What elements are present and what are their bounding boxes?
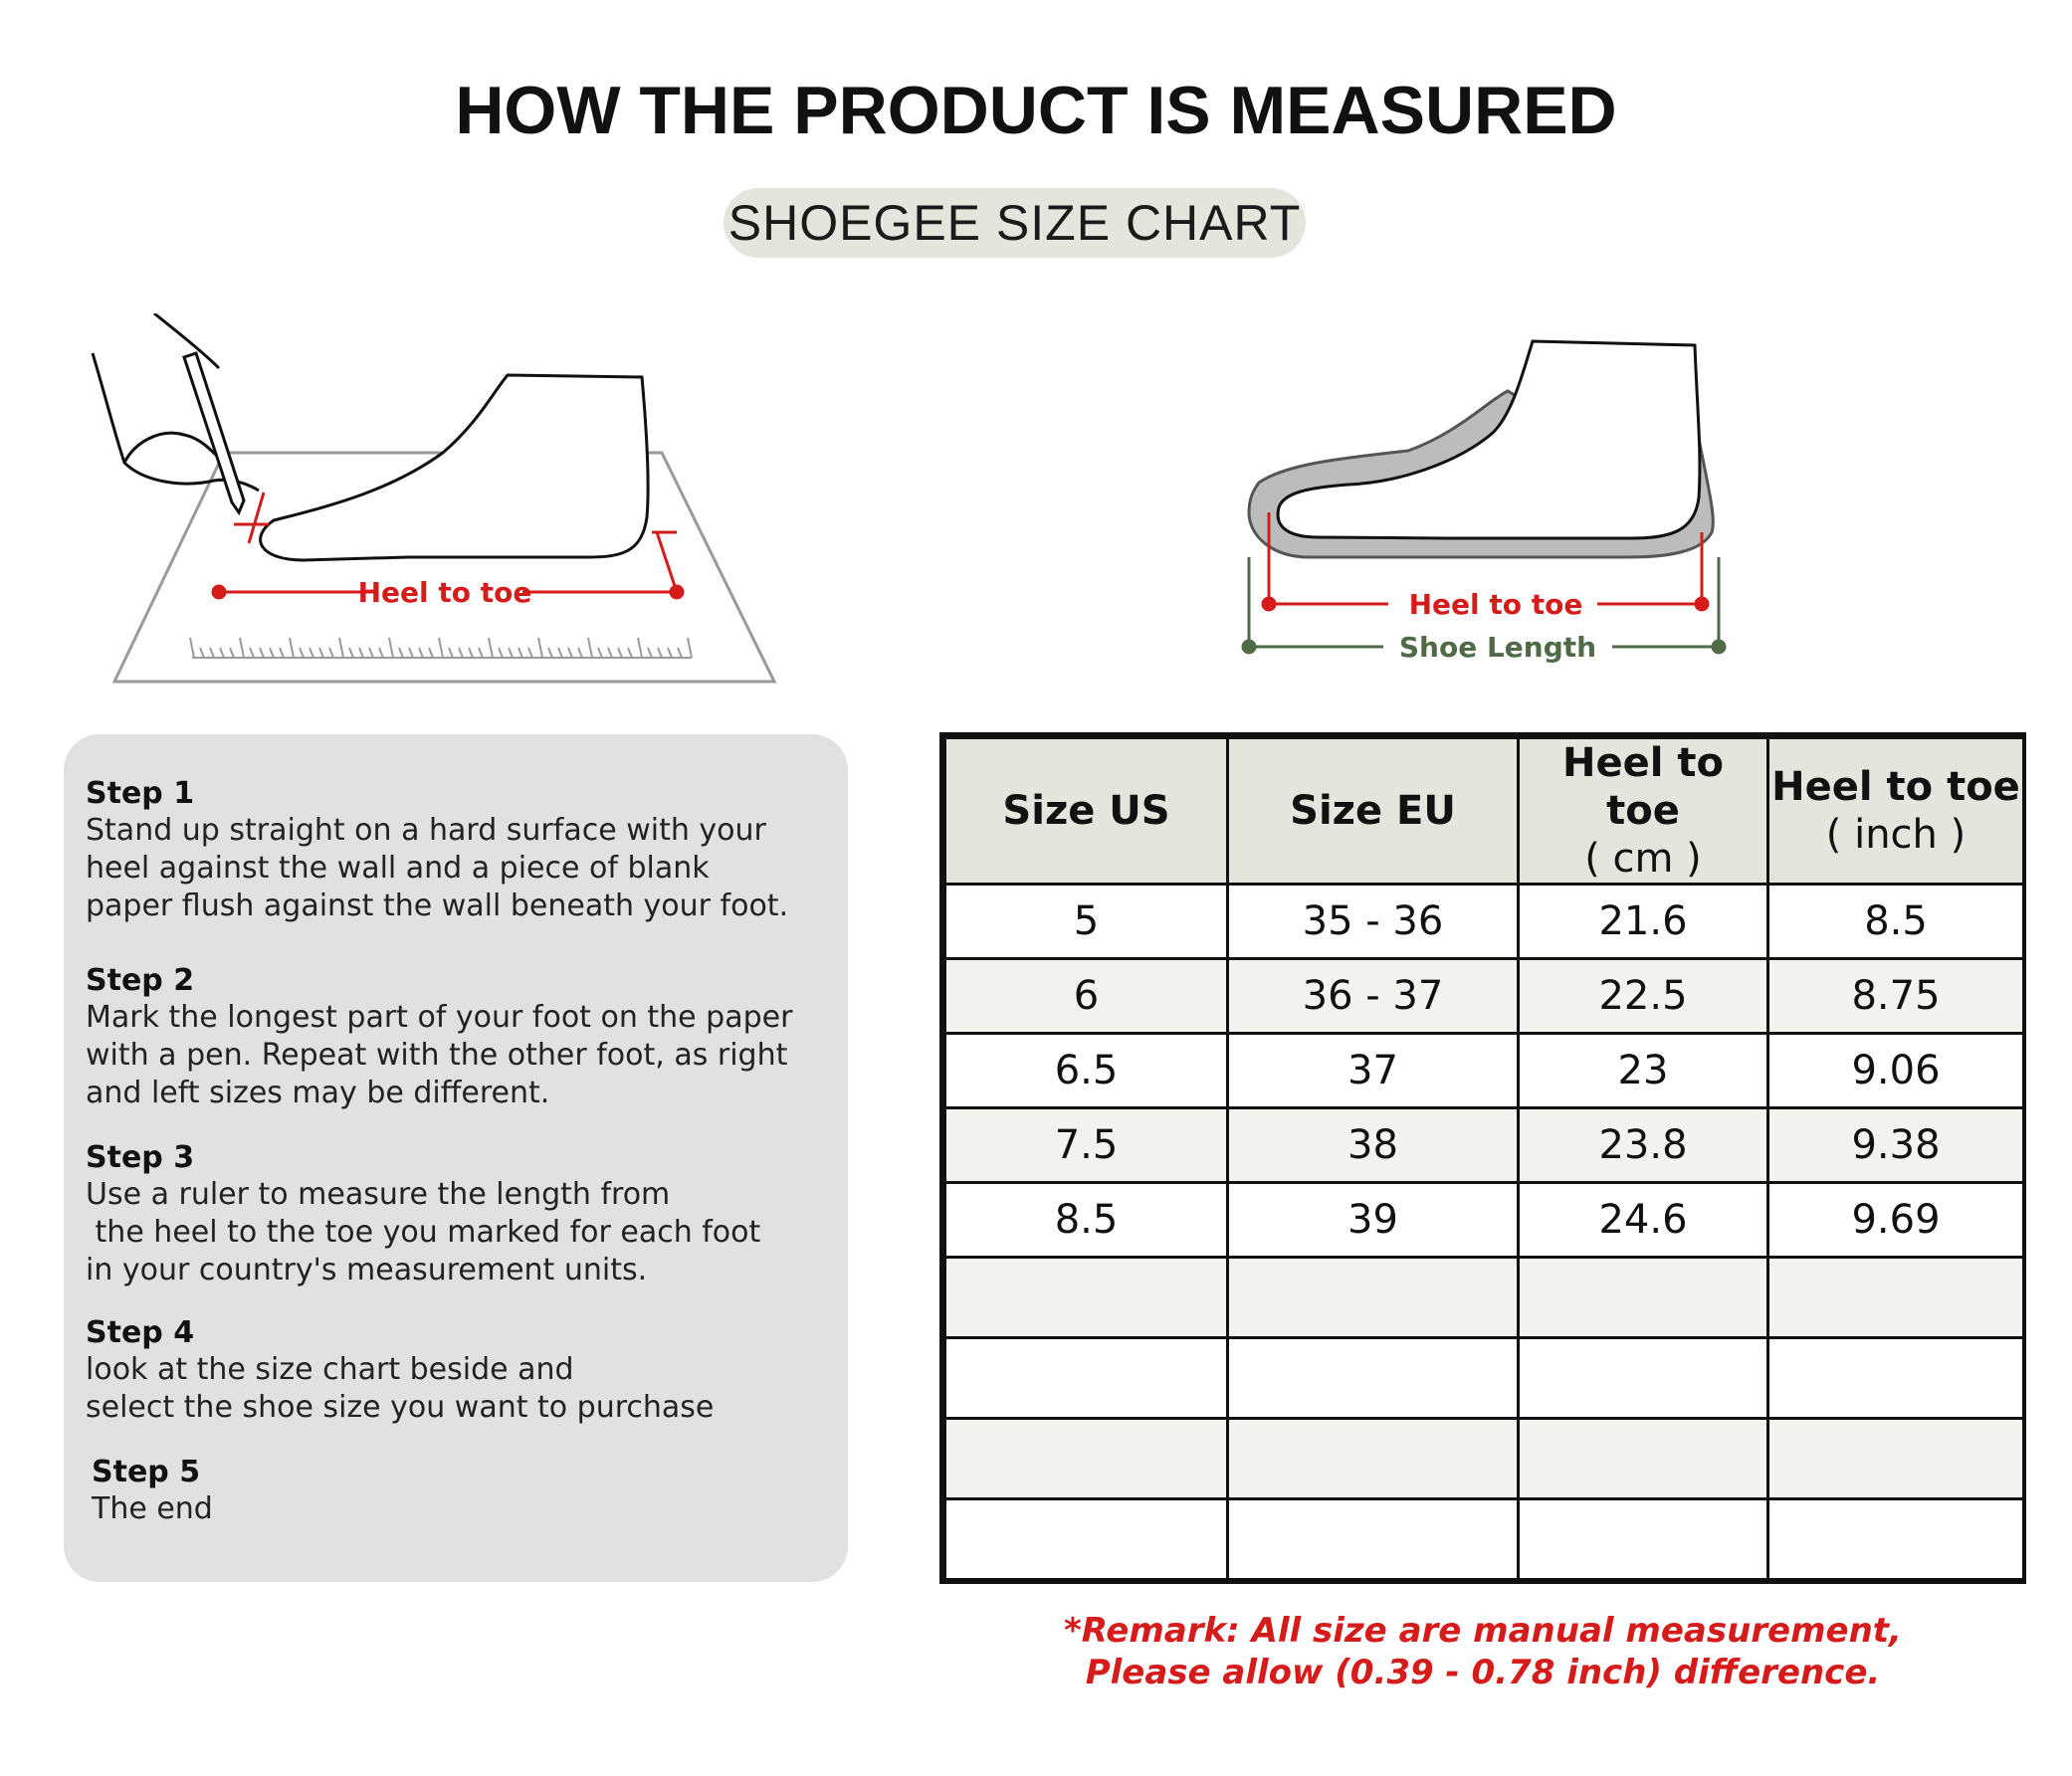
table-row-empty <box>945 1258 2024 1338</box>
cell-size-eu: 38 <box>1228 1108 1519 1183</box>
step-4 <box>86 1315 714 1427</box>
table-row <box>945 1034 2024 1108</box>
cell-size-eu: 39 <box>1228 1183 1519 1258</box>
table-row <box>945 885 2024 959</box>
step-text-line: heel against the wall and a piece of blank <box>86 851 710 886</box>
step-title: Step 4 <box>86 1315 195 1350</box>
step-text-line: with a pen. Repeat with the other foot, as right <box>86 1038 788 1073</box>
cell-inch: 9.38 <box>1768 1108 2024 1183</box>
cell-cm: 22.5 <box>1519 959 1768 1034</box>
cell-inch: 9.06 <box>1768 1034 2024 1108</box>
table-row <box>945 959 2024 1034</box>
table-row-empty <box>945 1419 2024 1499</box>
step-text-line: paper flush against the wall beneath your foot. <box>86 888 789 923</box>
step-text-line: Mark the longest part of your foot on the paper <box>86 1000 793 1035</box>
shoe-length-label: Shoe Length <box>1398 631 1597 664</box>
step-text-line: look at the size chart beside and <box>86 1352 574 1387</box>
step-2 <box>86 963 792 1112</box>
step-text-line: in your country's measurement units. <box>86 1253 648 1287</box>
step-1 <box>86 776 788 925</box>
cell-cm: 21.6 <box>1519 885 1768 959</box>
step-text-line: select the shoe size you want to purchase <box>86 1390 715 1425</box>
heel-to-toe-label-left: Heel to toe <box>357 576 532 609</box>
cell-size-us: 5 <box>945 885 1228 959</box>
foot-in-shoe-illustration <box>1229 333 1786 672</box>
page-title: HOW THE PRODUCT IS MEASURED <box>455 73 1617 148</box>
cell-cm: 23 <box>1519 1034 1768 1108</box>
step-title: Step 5 <box>92 1455 201 1489</box>
table-row-empty <box>945 1338 2024 1419</box>
header-heel-to-toe-inch: Heel to toe ( inch ) <box>1768 738 2024 885</box>
size-chart-subtitle: SHOEGEE SIZE CHART <box>727 195 1302 251</box>
cell-inch: 8.5 <box>1768 885 2024 959</box>
table-row-empty <box>945 1499 2024 1580</box>
cell-size-us: 8.5 <box>945 1183 1228 1258</box>
remark-line: Please allow (0.39 - 0.78 inch) difference. <box>1085 1653 1881 1692</box>
cell-inch: 8.75 <box>1768 959 2024 1034</box>
cell-inch: 9.69 <box>1768 1183 2024 1258</box>
cell-size-eu: 37 <box>1228 1034 1519 1108</box>
table-header-row <box>945 738 2024 885</box>
measurement-remark <box>939 1610 2026 1693</box>
step-text-line: and left sizes may be different. <box>86 1076 550 1110</box>
header-heel-to-toe-cm: Heel to toe ( cm ) <box>1519 738 1768 885</box>
measurement-steps-panel <box>64 734 848 1582</box>
heel-to-toe-label-right: Heel to toe <box>1408 588 1583 621</box>
step-text-line: Stand up straight on a hard surface with your <box>86 813 766 848</box>
foot-measuring-illustration <box>85 313 801 691</box>
step-title: Step 1 <box>86 776 195 811</box>
step-3 <box>86 1140 760 1289</box>
step-text-line: Use a ruler to measure the length from <box>86 1177 671 1212</box>
cell-size-us: 6.5 <box>945 1034 1228 1108</box>
table-row <box>945 1108 2024 1183</box>
header-size-eu: Size EU <box>1228 738 1519 885</box>
step-text-line: The end <box>92 1491 213 1526</box>
step-title: Step 2 <box>86 963 195 998</box>
cell-size-eu: 36 - 37 <box>1228 959 1519 1034</box>
step-title: Step 3 <box>86 1140 195 1175</box>
cell-size-us: 7.5 <box>945 1108 1228 1183</box>
header-size-us: Size US <box>945 738 1228 885</box>
size-chart-badge <box>724 188 1306 258</box>
cell-cm: 23.8 <box>1519 1108 1768 1183</box>
cell-size-eu: 35 - 36 <box>1228 885 1519 959</box>
cell-cm: 24.6 <box>1519 1183 1768 1258</box>
size-chart-table <box>939 732 2026 1584</box>
step-text-line: the heel to the toe you marked for each foot <box>86 1215 761 1250</box>
step-5 <box>92 1455 213 1528</box>
remark-line: *Remark: All size are manual measurement, <box>1064 1611 1902 1651</box>
cell-size-us: 6 <box>945 959 1228 1034</box>
foot-outline-in-shoe <box>1278 341 1700 538</box>
table-row <box>945 1183 2024 1258</box>
